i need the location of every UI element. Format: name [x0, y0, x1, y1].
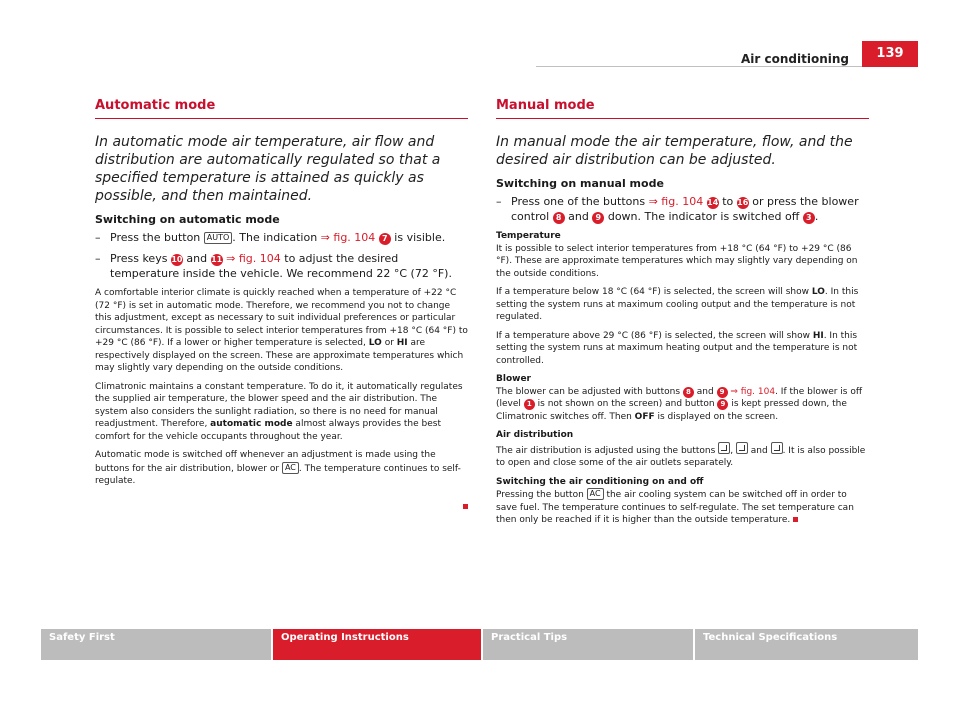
- callout-number: 7: [379, 233, 391, 245]
- section-intro: In manual mode the air temperature, flow, and the desired air distribution can be adjusted.: [496, 134, 853, 168]
- body-paragraph: If a temperature below 18 °C (64 °F) is selected, the screen will show LO. In this setting the system runs at maximum cooling output and the temperature is not regulated.: [496, 287, 859, 322]
- section-title: Manual mode: [496, 98, 869, 119]
- figure-link[interactable]: ⇒ fig. 104: [222, 252, 281, 265]
- page-number: 139: [862, 41, 918, 67]
- step-item: – Press the button AUTO . The indication ⇒ fig. 104 7 is visible.: [95, 231, 446, 244]
- tab-operating-instructions[interactable]: Operating Instructions: [273, 629, 481, 660]
- tab-practical-tips[interactable]: Practical Tips: [483, 629, 693, 660]
- callout-number: 3: [803, 212, 815, 224]
- body-paragraph: If a temperature above 29 °C (86 °F) is selected, the screen will show HI. In this setting the system runs at maximum heating output and the temperature is not controlled.: [496, 330, 858, 366]
- ac-key: AC: [587, 488, 604, 500]
- callout-number: 11: [211, 255, 223, 264]
- figure-link[interactable]: ⇒ fig. 104: [727, 386, 776, 397]
- body-paragraph: Automatic mode is switched off whenever an adjustment is made using the buttons for the air distribution, blower or AC . The temperature continues to self-regulate.: [95, 450, 461, 486]
- figure-link[interactable]: ⇒ fig. 104: [648, 195, 704, 208]
- callout-number: 9: [717, 399, 728, 410]
- callout-number: 16: [737, 198, 749, 207]
- tab-technical-specifications[interactable]: Technical Specifications: [695, 629, 918, 660]
- dash-bullet: –: [95, 252, 101, 265]
- callout-number: 8: [553, 212, 565, 224]
- body-paragraph: It is possible to select interior temperatures from +18 °C (64 °F) to +29 °C (86 °F). These are approximate temperatures which may slightly vary depending on the outside conditions.: [496, 243, 858, 279]
- blower-label: Blower: [496, 374, 531, 384]
- automatic-mode-section: [95, 98, 468, 513]
- footer-tabs: [41, 629, 918, 660]
- running-header-title: Air conditioning: [741, 52, 849, 66]
- section-end-marker: [793, 517, 798, 522]
- body-paragraph: The air distribution is adjusted using the buttons , and . It is also possible to open and close some of the air outlets separately.: [496, 442, 869, 470]
- figure-link[interactable]: ⇒ fig. 104: [320, 231, 376, 244]
- air-distribution-label: Air distribution: [496, 430, 574, 440]
- dash-bullet: –: [95, 231, 101, 244]
- section-title: Automatic mode: [95, 98, 468, 119]
- body-paragraph: Pressing the button AC the air cooling system can be switched off in order to save fuel. The temperature continues to self-regulate. The set temperature can then only be reached if it is higher than the outside temperature.: [496, 489, 854, 525]
- callout-number: 1: [524, 399, 535, 410]
- ac-key: AC: [282, 462, 299, 474]
- air-windscreen-icon: [718, 442, 730, 454]
- section-end-marker: [463, 504, 468, 509]
- subheading: Switching on automatic mode: [95, 213, 280, 226]
- callout-number: 9: [717, 387, 728, 398]
- manual-mode-section: [496, 98, 869, 533]
- callout-number: 9: [592, 212, 604, 224]
- callout-number: 14: [707, 198, 719, 207]
- dash-bullet: –: [496, 195, 502, 208]
- air-upper-body-icon: [736, 442, 748, 454]
- tab-safety-first[interactable]: Safety First: [41, 629, 271, 660]
- air-footwell-icon: [771, 442, 783, 454]
- callout-number: 10: [171, 255, 183, 264]
- step-item: – Press one of the buttons ⇒ fig. 104 14 to 16 or press the blower control 8 and 9 down. The indicator is switched off 3 .: [496, 195, 859, 223]
- body-paragraph: Climatronic maintains a constant temperature. To do it, it automatically regulates the supplied air temperature, the blower speed and the air distribution. The system also considers the sunlight radiation, so there is no need for manual readjustment. Therefore, automatic mode almost always provides the best comfort for the vehicle occupants throughout the year.: [95, 381, 463, 442]
- body-paragraph: A comfortable interior climate is quickly reached when a temperature of +22 °C (72 °F) is set in automatic mode. Therefore, we recommend you not to change this adjustment, except as necessary to suit individual preferences or particular circumstances. It is possible to select interior temperatures from +18 °C (64 °F) to +29 °C (86 °F). If a lower or higher temperature is selected, LO or HI are respectively displayed on the screen. These are approximate temperatures which may slightly vary depending on the outside conditions.: [95, 288, 468, 373]
- auto-key: AUTO: [204, 232, 233, 244]
- body-paragraph: The blower can be adjusted with buttons 8 and 9 ⇒ fig. 104. If the blower is off (level 1 is not shown on the screen) and button 9 is kept pressed down, the Climatronic switches off. Then OFF is displayed on the screen.: [496, 386, 863, 422]
- header-rule: [536, 66, 883, 67]
- step-item: – Press keys 10 and 11 ⇒ fig. 104 to adjust the desired temperature inside the vehicle. We recommend 22 °C (72 °F).: [95, 252, 452, 280]
- temperature-label: Temperature: [496, 231, 561, 241]
- ac-onoff-label: Switching the air conditioning on and off: [496, 476, 704, 487]
- section-intro: In automatic mode air temperature, air flow and distribution are automatically regulated so that a specified temperature is attained as quickly as possible, and then maintained.: [95, 134, 441, 204]
- callout-number: 8: [683, 387, 694, 398]
- subheading: Switching on manual mode: [496, 177, 664, 190]
